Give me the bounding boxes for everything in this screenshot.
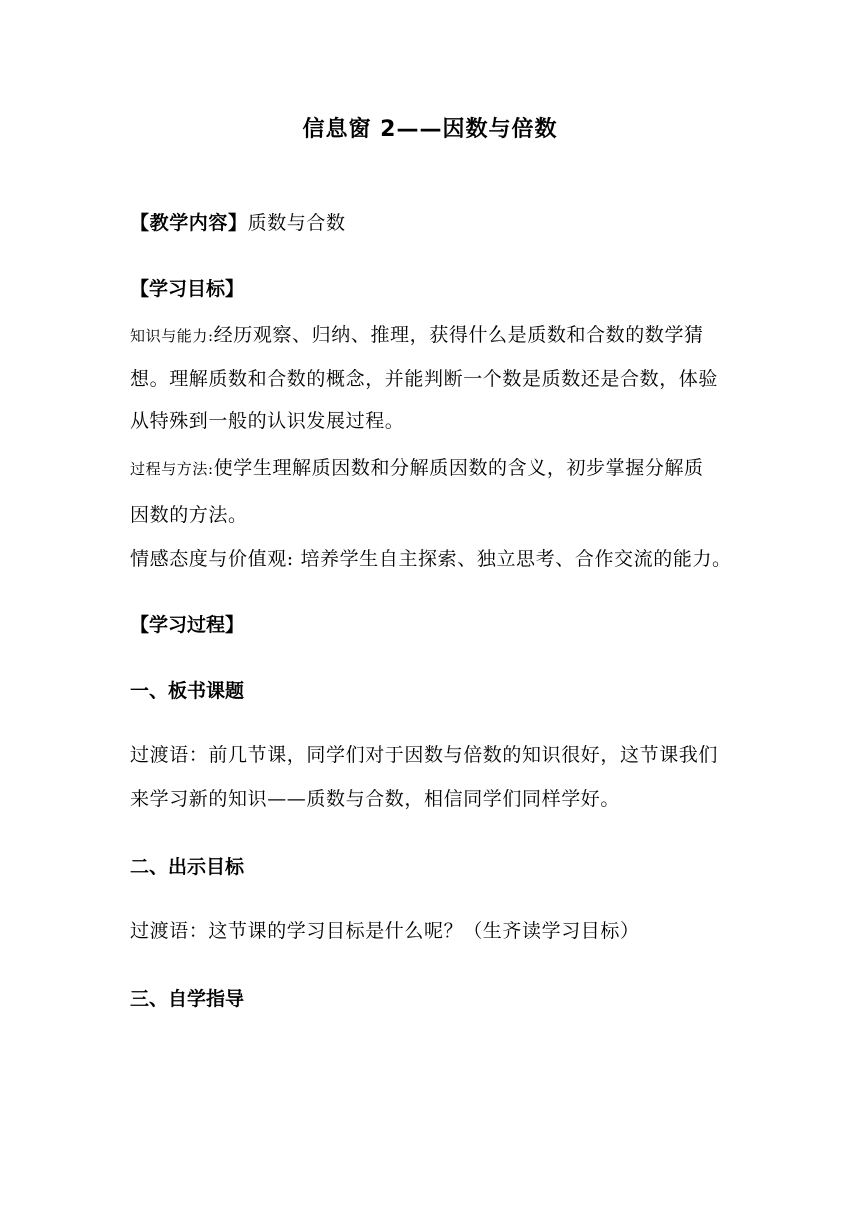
knowledge-text-1: 经历观察、归纳、推理，获得什么是质数和合数的数学猜 [213,324,704,346]
knowledge-line-1 [130,320,730,347]
process-method-label: 过程与方法: [130,460,214,478]
knowledge-line-3: 从特殊到一般的认识发展过程。 [130,410,405,432]
teaching-content-label: 【教学内容】 [130,212,248,234]
process-method-text-1: 使学生理解质因数和分解质因数的含义，初步掌握分解质 [213,457,704,479]
knowledge-line-2: 想。理解质数和合数的概念，并能判断一个数是质数还是合数，体验 [130,368,719,390]
objectives-heading: 【学习目标】 [130,278,245,300]
document-title: 信息窗 2——因数与倍数 [302,117,558,142]
section-2-heading: 二、出示目标 [130,856,245,878]
section-1-heading: 一、板书课题 [130,680,245,702]
knowledge-label: 知识与能力: [130,327,214,345]
process-method-line-1 [130,453,730,480]
section-1-line-2: 来学习新的知识——质数与合数，相信同学们同样学好。 [130,788,621,810]
section-2-line-1: 过渡语：这节课的学习目标是什么呢？（生齐读学习目标） [130,920,640,942]
teaching-content-line [130,208,730,235]
emotion-values-line: 情感态度与价值观: 培养学生自主探索、独立思考、合作交流的能力。 [130,548,732,570]
learning-process-heading: 【学习过程】 [130,614,245,636]
process-method-line-2: 因数的方法。 [130,504,248,526]
section-3-heading: 三、自学指导 [130,988,245,1010]
teaching-content-value: 质数与合数 [247,212,346,234]
section-1-line-1: 过渡语：前几节课，同学们对于因数与倍数的知识很好，这节课我们 [130,744,719,766]
